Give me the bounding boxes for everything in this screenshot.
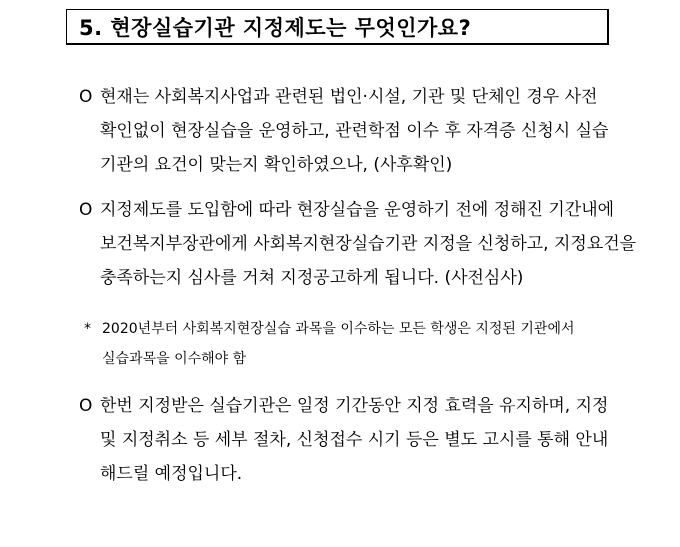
circle-bullet-icon: O [79,87,93,107]
circle-bullet-icon: O [79,396,93,416]
paragraph-line: 충족하는지 심사를 거쳐 지정공고하게 됩니다. (사전심사) [100,268,524,288]
note-line: 실습과목을 이수해야 함 [102,351,247,367]
paragraph-line: 보건복지부장관에게 사회복지현장실습기관 지정을 신청하고, 지정요건을 [100,234,637,254]
circle-bullet-icon: O [79,200,93,220]
paragraph-line: 한번 지정받은 실습기관은 일정 기간동안 지정 효력을 유지하며, 지정 [100,396,609,416]
section-title: 5. 현장실습기관 지정제도는 무엇인가요? [66,9,609,45]
asterisk-icon: * [84,321,91,337]
paragraph-line: 기관의 요건이 맞는지 확인하였으나, (사후확인) [100,155,453,175]
paragraph-line: 해드릴 예정입니다. [100,464,243,484]
paragraph-line: 지정제도를 도입함에 따라 현장실습을 운영하기 전에 정해진 기간내에 [100,200,615,220]
paragraph-line: 확인없이 현장실습을 운영하고, 관련학점 이수 후 자격증 신청시 실습 [100,121,609,141]
paragraph-line: 현재는 사회복지사업과 관련된 법인·시설, 기관 및 단체인 경우 사전 [100,87,598,107]
note-line: 2020년부터 사회복지현장실습 과목을 이수하는 모든 학생은 지정된 기관에서 [102,321,575,337]
paragraph-line: 및 지정취소 등 세부 절차, 신청접수 시기 등은 별도 고시를 통해 안내 [100,430,609,450]
